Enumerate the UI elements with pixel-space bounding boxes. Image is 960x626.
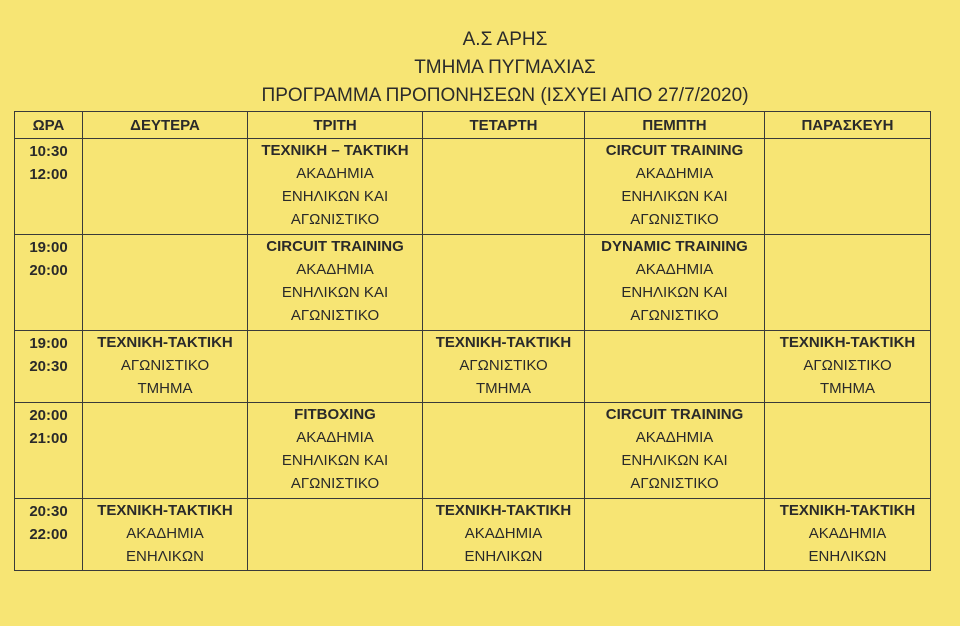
department-name: ΤΜΗΜΑ ΠΥΓΜΑΧΙΑΣ	[414, 57, 596, 78]
session-group-line: ΕΝΗΛΙΚΩΝ	[126, 548, 204, 565]
session-group-line: ΑΚΑΔΗΜΙΑ	[635, 165, 714, 182]
start-time: 20:30	[29, 503, 68, 520]
session-group-line: ΕΝΗΛΙΚΩΝ ΚΑΙ	[281, 284, 389, 301]
session-group-line: ΑΚΑΔΗΜΙΑ	[635, 429, 714, 446]
session-cell-friday	[765, 403, 931, 499]
column-header-friday: ΠΑΡΑΣΚΕΥΗ	[765, 112, 931, 139]
time-cell	[15, 403, 83, 499]
session-group-line: ΕΝΗΛΙΚΩΝ ΚΑΙ	[621, 284, 728, 301]
session-group-line: ΕΝΗΛΙΚΩΝ	[808, 548, 887, 565]
time-cell	[15, 499, 83, 571]
session-cell-tuesday	[248, 403, 423, 499]
table-header-row	[15, 112, 931, 139]
time-cell	[15, 139, 83, 235]
session-group-line: ΑΚΑΔΗΜΙΑ	[296, 429, 374, 446]
club-name: Α.Σ ΑΡΗΣ	[462, 29, 548, 50]
end-time: 12:00	[29, 166, 68, 183]
session-group-line: ΑΓΩΝΙΣΤΙΚΟ	[803, 357, 892, 374]
start-time: 19:00	[29, 335, 68, 352]
schedule-title: ΠΡΟΓΡΑΜΜΑ ΠΡΟΠΟΝΗΣΕΩΝ (ΙΣΧΥΕΙ ΑΠΟ 27/7/2020)	[261, 85, 749, 106]
table-row	[15, 139, 931, 235]
session-name: FITBOXING	[294, 406, 376, 423]
table-row	[15, 499, 931, 571]
end-time: 20:30	[29, 358, 68, 375]
table-row	[15, 331, 931, 403]
start-time: 19:00	[29, 239, 68, 256]
session-group-line: ΕΝΗΛΙΚΩΝ ΚΑΙ	[621, 188, 728, 205]
session-group-line: ΑΓΩΝΙΣΤΙΚΟ	[630, 475, 719, 492]
session-name: ΤΕΧΝΙΚΗ-ΤΑΚΤΙΚΗ	[435, 334, 572, 351]
session-cell-friday	[765, 499, 931, 571]
session-group-line: ΑΓΩΝΙΣΤΙΚΟ	[630, 307, 719, 324]
session-group-line: ΕΝΗΛΙΚΩΝ ΚΑΙ	[621, 452, 728, 469]
column-header-time: ΩΡΑ	[15, 112, 83, 139]
session-cell-thursday	[585, 499, 765, 571]
session-cell-friday	[765, 235, 931, 331]
session-group-line: ΑΓΩΝΙΣΤΙΚΟ	[290, 211, 380, 228]
session-group-line: ΑΚΑΔΗΜΙΑ	[296, 165, 374, 182]
session-group-line: ΑΓΩΝΙΣΤΙΚΟ	[120, 357, 210, 374]
session-cell-wednesday	[423, 403, 585, 499]
session-cell-tuesday	[248, 499, 423, 571]
session-name: ΤΕΧΝΙΚΗ-ΤΑΚΤΙΚΗ	[97, 334, 233, 351]
session-name: ΤΕΧΝΙΚΗ-ΤΑΚΤΙΚΗ	[97, 502, 233, 519]
session-cell-tuesday	[248, 139, 423, 235]
session-cell-thursday	[585, 235, 765, 331]
session-group-line: ΕΝΗΛΙΚΩΝ ΚΑΙ	[281, 452, 389, 469]
session-group-line: ΑΓΩΝΙΣΤΙΚΟ	[290, 307, 380, 324]
time-cell	[15, 331, 83, 403]
session-cell-friday	[765, 139, 931, 235]
column-header-wednesday: ΤΕΤΑΡΤΗ	[423, 112, 585, 139]
session-cell-wednesday	[423, 235, 585, 331]
session-cell-monday	[83, 403, 248, 499]
session-name: ΤΕΧΝΙΚΗ-ΤΑΚΤΙΚΗ	[779, 334, 916, 351]
session-group-line: ΤΜΗΜΑ	[476, 380, 531, 397]
column-header-thursday: ΠΕΜΠΤΗ	[585, 112, 765, 139]
session-name: CIRCUIT TRAINING	[605, 406, 744, 423]
session-cell-tuesday	[248, 235, 423, 331]
session-group-line: ΕΝΗΛΙΚΩΝ ΚΑΙ	[281, 188, 389, 205]
session-cell-monday	[83, 499, 248, 571]
session-group-line: ΤΜΗΜΑ	[820, 380, 875, 397]
session-group-line: ΑΓΩΝΙΣΤΙΚΟ	[290, 475, 380, 492]
end-time: 20:00	[29, 262, 68, 279]
session-name: CIRCUIT TRAINING	[605, 142, 744, 159]
session-cell-wednesday	[423, 139, 585, 235]
session-name: ΤΕΧΝΙΚΗ – ΤΑΚΤΙΚΗ	[261, 142, 409, 159]
session-group-line: ΑΚΑΔΗΜΙΑ	[464, 525, 543, 542]
session-cell-thursday	[585, 331, 765, 403]
session-group-line: ΕΝΗΛΙΚΩΝ	[464, 548, 543, 565]
document-header	[0, 26, 960, 110]
start-time: 20:00	[29, 407, 68, 424]
session-group-line: ΤΜΗΜΑ	[137, 380, 193, 397]
session-cell-monday	[83, 331, 248, 403]
session-group-line: ΑΓΩΝΙΣΤΙΚΟ	[630, 211, 719, 228]
end-time: 22:00	[29, 526, 68, 543]
table-row	[15, 403, 931, 499]
session-cell-monday	[83, 235, 248, 331]
session-name: ΤΕΧΝΙΚΗ-ΤΑΚΤΙΚΗ	[435, 502, 572, 519]
session-group-line: ΑΚΑΔΗΜΙΑ	[635, 261, 714, 278]
session-name: ΤΕΧΝΙΚΗ-ΤΑΚΤΙΚΗ	[779, 502, 916, 519]
session-group-line: ΑΓΩΝΙΣΤΙΚΟ	[459, 357, 548, 374]
session-cell-friday	[765, 331, 931, 403]
session-name: DYNAMIC TRAINING	[601, 238, 748, 255]
training-schedule-table	[14, 111, 931, 571]
session-group-line: ΑΚΑΔΗΜΙΑ	[126, 525, 204, 542]
column-header-monday: ΔΕΥΤΕΡΑ	[83, 112, 248, 139]
session-group-line: ΑΚΑΔΗΜΙΑ	[296, 261, 374, 278]
session-name: CIRCUIT TRAINING	[266, 238, 404, 255]
session-cell-monday	[83, 139, 248, 235]
session-cell-tuesday	[248, 331, 423, 403]
session-cell-wednesday	[423, 331, 585, 403]
column-header-tuesday: ΤΡΙΤΗ	[248, 112, 423, 139]
session-cell-thursday	[585, 139, 765, 235]
table-row	[15, 235, 931, 331]
session-cell-wednesday	[423, 499, 585, 571]
time-cell	[15, 235, 83, 331]
start-time: 10:30	[29, 143, 68, 160]
session-group-line: ΑΚΑΔΗΜΙΑ	[808, 525, 887, 542]
end-time: 21:00	[29, 430, 68, 447]
session-cell-thursday	[585, 403, 765, 499]
